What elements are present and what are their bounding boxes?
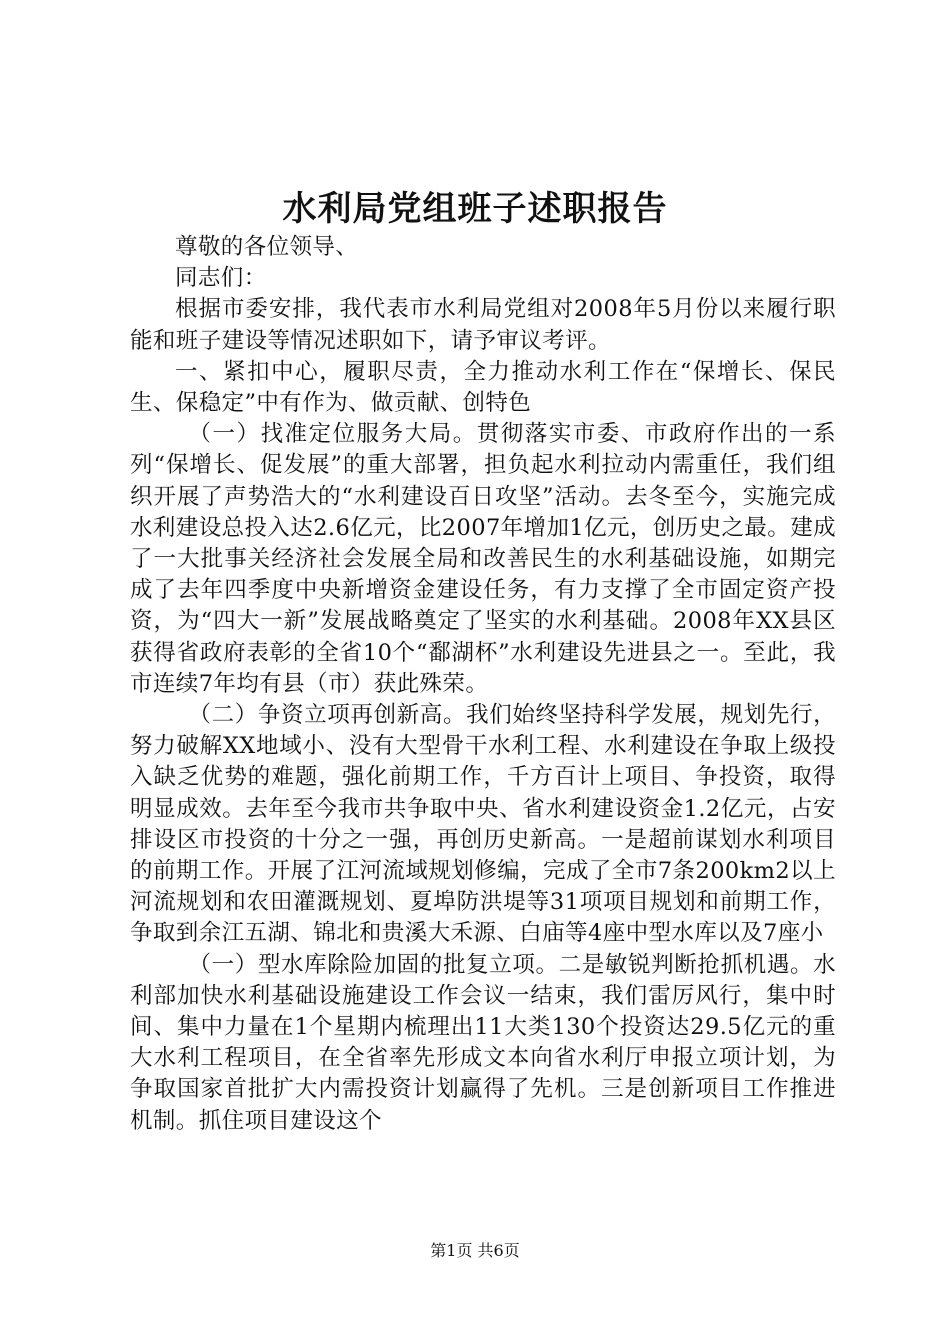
document-body	[130, 232, 836, 1137]
document-title: 水利局党组班子述职报告	[282, 189, 668, 229]
salutation-line-1: 尊敬的各位领导、	[175, 234, 359, 260]
intro-paragraph: 根据市委安排，我代表市水利局党组对2008年5月份以来履行职能和班子建设等情况述职如下，请予审议考评。	[130, 296, 836, 354]
salutation-line-2: 同志们：	[175, 265, 267, 292]
subsection-paragraph-1: （一）找准定位服务大局。贯彻落实市委、市政府作出的一系列“保增长、促发展”的重大部署，担负起水利拉动内需重任，我们组织开展了声势浩大的“水利建设百日攻坚”活动。去冬至今，实施完成水利建设总投入达2.6亿元，比2007年增加1亿元，创历史之最。建成了一大批事关经济社会发展全局和改善民生的水利基础设施，如期完成了去年四季度中央新增资金建设任务，有力支撑了全市固定资产投资，为“四大一新”发展战略奠定了坚实的水利基础。2008年XX县区获得省政府表彰的全省10个“鄱湖杯”水利建设先进县之一。至此，我市连续7年均有县（市）获此殊荣。	[130, 421, 836, 697]
section-heading-1: 一、紧扣中心，履职尽责，全力推动水利工作在“保增长、保民生、保稳定”中有作为、做贡献、创特色	[130, 358, 836, 417]
subsection-paragraph-3: （一）型水库除险加固的批复立项。二是敏锐判断抢抓机遇。水利部加快水利基础设施建设工作会议一结束，我们雷厉风行，集中时间、集中力量在1个星期内梳理出11大类130个投资达29.5亿元的重大水利工程项目，在全省率先形成文本向省水利厅申报立项计划，为争取国家首批扩大内需投资计划赢得了先机。三是创新项目工作推进机制。抓住项目建设这个	[130, 951, 836, 1134]
subsection-paragraph-2: （二）争资立项再创新高。我们始终坚持科学发展，规划先行，努力破解XX地域小、没有大型骨干水利工程、水利建设在争取上级投入缺乏优势的难题，强化前期工作，千方百计上项目、争投资，取得明显成效。去年至今我市共争取中央、省水利建设资金1.2亿元，占安排设区市投资的十分之一强，再创历史新高。一是超前谋划水利项目的前期工作。开展了江河流域规划修编，完成了全市7条200km2以上河流规划和农田灌溉规划、夏埠防洪堤等31项项目规划和前期工作，争取到余江五湖、锦北和贵溪大禾源、白庙等4座中型水库以及7座小	[130, 702, 836, 947]
page-footer: 第1页 共6页	[430, 1241, 520, 1260]
